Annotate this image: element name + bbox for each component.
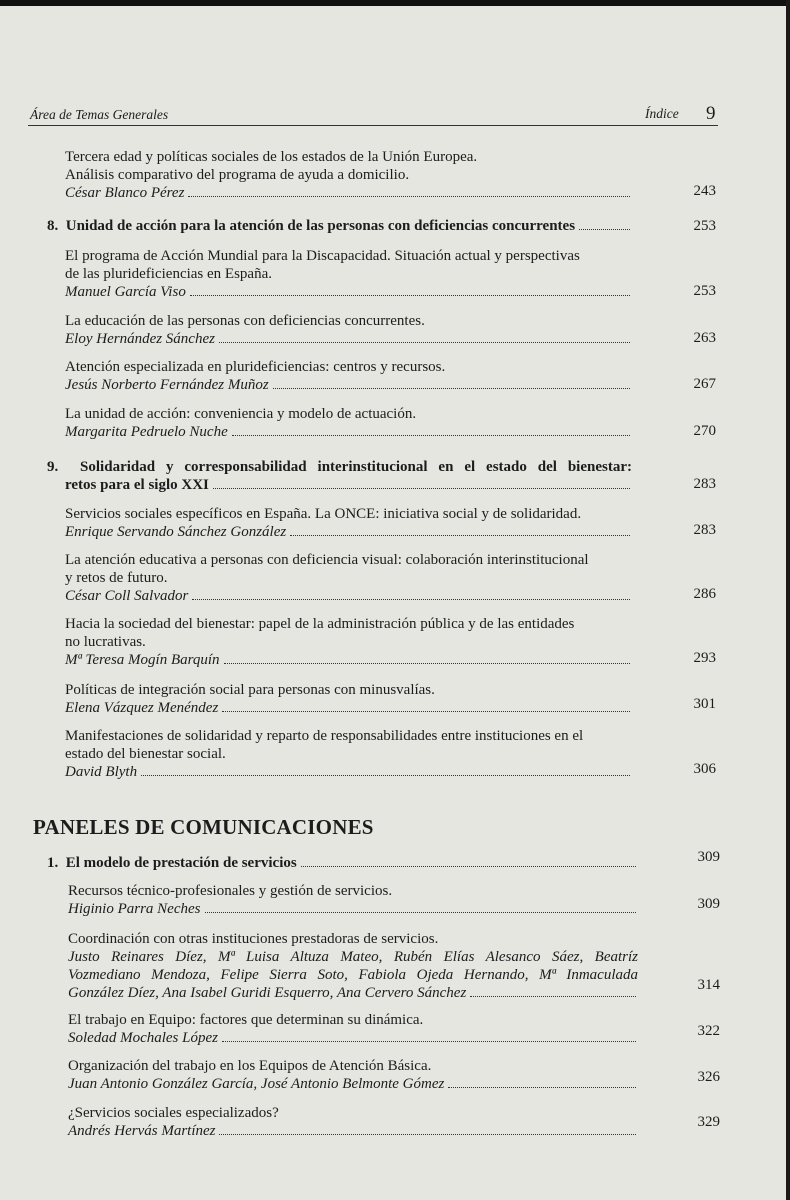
entry-title-line: no lucrativas. bbox=[65, 634, 146, 650]
entry-title-line: La atención educativa a personas con deficiencia visual: colaboración interinstitucional bbox=[65, 552, 589, 568]
entry-author: Manuel García Viso bbox=[65, 284, 186, 300]
toc-entry bbox=[65, 247, 632, 301]
entry-page: 322 bbox=[697, 1023, 720, 1039]
toc-entry bbox=[68, 1104, 638, 1140]
toc-entry bbox=[68, 1011, 638, 1047]
entry-title-line: Coordinación con otras instituciones prestadoras de servicios. bbox=[68, 931, 439, 947]
entry-title-line: Servicios sociales específicos en España. La ONCE: iniciativa social y de solidaridad. bbox=[65, 506, 582, 522]
entry-page: 293 bbox=[693, 650, 716, 666]
scan-right-border bbox=[786, 0, 790, 1200]
part-heading: PANELES DE COMUNICACIONES bbox=[33, 815, 374, 839]
entry-title-line: de las plurideficiencias en España. bbox=[65, 266, 272, 282]
dot-leader bbox=[205, 911, 637, 913]
entry-author-line: Vozmediano Mendoza, Felipe Sierra Soto, Fabiola Ojeda Hernando, Mª Inmaculada bbox=[68, 967, 638, 983]
entry-author-line: González Díez, Ana Isabel Guridi Esquerro, Ana Cervero Sánchez bbox=[68, 985, 467, 1001]
entry-author: César Blanco Pérez bbox=[65, 185, 185, 201]
dot-leader bbox=[290, 534, 630, 536]
entry-title-line: El trabajo en Equipo: factores que determinan su dinámica. bbox=[68, 1012, 424, 1028]
entry-page: 270 bbox=[693, 423, 716, 439]
entry-author-line: Justo Reinares Díez, Mª Luisa Altuza Mateo, Rubén Elías Alesanco Sáez, Beatríz bbox=[68, 949, 638, 965]
section-heading bbox=[47, 217, 632, 235]
dot-leader bbox=[190, 294, 630, 296]
entry-title-line: y retos de futuro. bbox=[65, 570, 168, 586]
dot-leader bbox=[222, 710, 630, 712]
dot-leader bbox=[579, 228, 630, 230]
toc-entry bbox=[65, 505, 632, 541]
entry-page: 267 bbox=[693, 376, 716, 392]
section-page: 283 bbox=[693, 476, 716, 492]
entry-page: 329 bbox=[697, 1114, 720, 1130]
entry-author: Juan Antonio González García, José Antonio Belmonte Gómez bbox=[68, 1076, 445, 1092]
toc-entry bbox=[65, 358, 632, 394]
entry-title-line: La educación de las personas con deficiencias concurrentes. bbox=[65, 313, 425, 329]
entry-page: 314 bbox=[697, 977, 720, 993]
entry-author: David Blyth bbox=[65, 764, 138, 780]
toc-entry bbox=[65, 681, 632, 717]
toc-entry bbox=[65, 405, 632, 441]
dot-leader bbox=[222, 1040, 636, 1042]
entry-author: Margarita Pedruelo Nuche bbox=[65, 424, 228, 440]
section-page: 253 bbox=[693, 218, 716, 234]
entry-author: Higinio Parra Neches bbox=[68, 901, 201, 917]
scan-top-border bbox=[0, 0, 790, 6]
entry-author: Soledad Mochales López bbox=[68, 1030, 218, 1046]
header-index-label: Índice bbox=[645, 106, 679, 121]
section-number: 9. bbox=[47, 459, 59, 475]
section-page: 309 bbox=[697, 849, 720, 865]
toc-entry bbox=[65, 551, 632, 605]
entry-page: 253 bbox=[693, 283, 716, 299]
section-number: 8. bbox=[47, 218, 59, 234]
toc-entry bbox=[65, 727, 632, 781]
dot-leader bbox=[470, 995, 636, 997]
dot-leader bbox=[273, 387, 630, 389]
dot-leader bbox=[448, 1086, 636, 1088]
section-title: Unidad de acción para la atención de las personas con deficiencias concurrentes bbox=[65, 218, 576, 234]
header-page-number: 9 bbox=[706, 103, 716, 124]
toc-entry bbox=[65, 312, 632, 348]
entry-title-line: El programa de Acción Mundial para la Discapacidad. Situación actual y perspectivas bbox=[65, 248, 580, 264]
toc-entry bbox=[65, 148, 632, 202]
entry-page: 301 bbox=[693, 696, 716, 712]
dot-leader bbox=[192, 598, 630, 600]
entry-title-line: Organización del trabajo en los Equipos de Atención Básica. bbox=[68, 1058, 432, 1074]
entry-title-line: Hacia la sociedad del bienestar: papel de la administración pública y de las entidades bbox=[65, 616, 575, 632]
entry-title-line: Manifestaciones de solidaridad y reparto de responsabilidades entre instituciones en el bbox=[65, 728, 584, 744]
dot-leader bbox=[213, 487, 630, 489]
entry-page: 243 bbox=[693, 183, 716, 199]
entry-title-line: Tercera edad y políticas sociales de los estados de la Unión Europea. bbox=[65, 149, 478, 165]
toc-entry bbox=[68, 930, 638, 1002]
toc-entry bbox=[65, 615, 632, 669]
section-title-line: retos para el siglo XXI bbox=[65, 477, 209, 493]
entry-title-line: Análisis comparativo del programa de ayuda a domicilio. bbox=[65, 167, 410, 183]
entry-author: Elena Vázquez Menéndez bbox=[65, 700, 219, 716]
entry-page: 286 bbox=[693, 586, 716, 602]
toc-entry bbox=[68, 882, 638, 918]
dot-leader bbox=[219, 1133, 636, 1135]
entry-page: 309 bbox=[697, 896, 720, 912]
header-section-name: Área de Temas Generales bbox=[30, 107, 169, 122]
entry-page: 306 bbox=[693, 761, 716, 777]
section-heading bbox=[47, 854, 638, 872]
toc-entry bbox=[68, 1057, 638, 1093]
entry-title-line: Atención especializada en plurideficiencias: centros y recursos. bbox=[65, 359, 446, 375]
entry-page: 326 bbox=[697, 1069, 720, 1085]
entry-title-line: Políticas de integración social para personas con minusvalías. bbox=[65, 682, 435, 698]
entry-title-line: La unidad de acción: conveniencia y modelo de actuación. bbox=[65, 406, 417, 422]
section-number: 1. bbox=[47, 855, 59, 871]
dot-leader bbox=[188, 195, 630, 197]
dot-leader bbox=[224, 662, 630, 664]
entry-page: 283 bbox=[693, 522, 716, 538]
section-heading bbox=[47, 458, 632, 494]
entry-title-line: estado del bienestar social. bbox=[65, 746, 226, 762]
dot-leader bbox=[232, 434, 630, 436]
entry-author: Eloy Hernández Sánchez bbox=[65, 331, 215, 347]
dot-leader bbox=[141, 774, 630, 776]
entry-author: Jesús Norberto Fernández Muñoz bbox=[65, 377, 269, 393]
entry-author: Andrés Hervás Martínez bbox=[68, 1123, 216, 1139]
entry-title-line: Recursos técnico-profesionales y gestión de servicios. bbox=[68, 883, 393, 899]
dot-leader bbox=[301, 865, 636, 867]
entry-author: Enrique Servando Sánchez González bbox=[65, 524, 287, 540]
entry-page: 263 bbox=[693, 330, 716, 346]
entry-author: César Coll Salvador bbox=[65, 588, 189, 604]
running-header bbox=[28, 103, 718, 126]
dot-leader bbox=[219, 341, 630, 343]
section-title-line: Solidaridad y corresponsabilidad interinstitucional en el estado del bienestar: bbox=[80, 459, 632, 475]
entry-title-line: ¿Servicios sociales especializados? bbox=[68, 1105, 279, 1121]
entry-author: Mª Teresa Mogín Barquín bbox=[65, 652, 220, 668]
section-title: El modelo de prestación de servicios bbox=[65, 855, 297, 871]
